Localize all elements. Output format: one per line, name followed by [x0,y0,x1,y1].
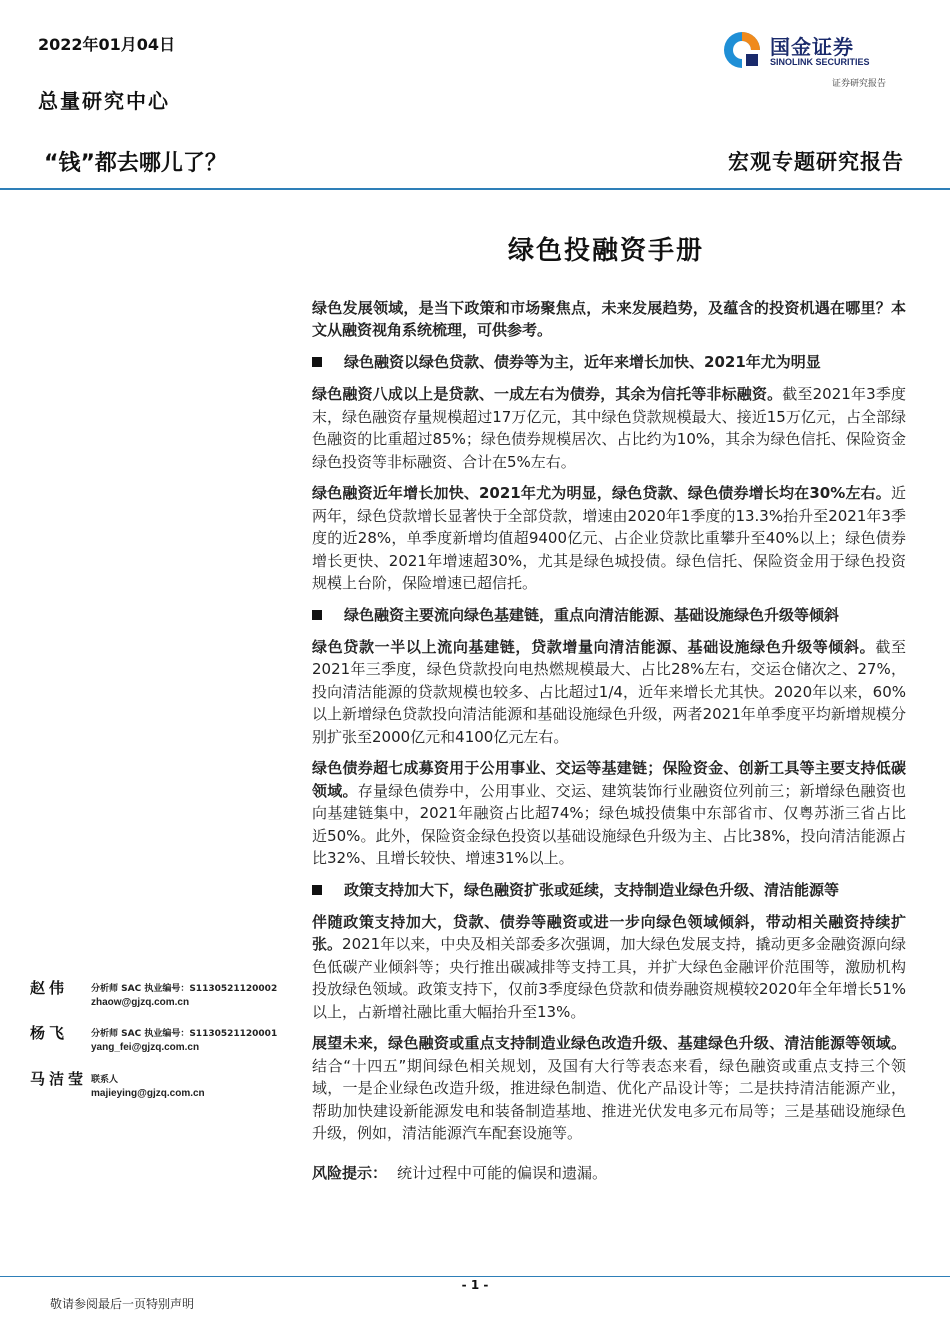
page-number: - 1 - [461,1278,489,1292]
analyst-name: 赵伟 [30,979,69,997]
analyst-role: 分析师 SAC 执业编号：S1130521120001 [91,1029,278,1039]
analyst-role: 联系人 [91,1075,119,1085]
logo-mark-icon [722,30,762,70]
body-paragraph: 绿色贷款一半以上流向基建链，贷款增量向清洁能源、基础设施绿色升级等倾斜。截至2021年三季度，绿色贷款投向电热燃规模最大、占比28%左右，交运仓储次之、27%，投向清洁能源的贷款规模也较多、占比超过1/4，近年来增长尤其快。2020年以来，60%以上新增绿色贷款投向清洁能源和基础设施绿色升级，两者2021年单季度平均新增规模分别扩张至2000亿元和4100亿元左右。 [312,637,906,746]
section-heading: 政策支持加大下，绿色融资扩张或延续，支持制造业绿色升级、清洁能源等 [312,879,906,901]
body-paragraph: 伴随政策支持加大，贷款、债券等融资或进一步向绿色领域倾斜，带动相关融资持续扩张。2021年以来，中央及相关部委多次强调，加大绿色发展支持，撬动更多金融资源向绿色低碳产业倾斜等；央行推出碳减排等支持工具，并扩大绿色金融评价范围等，激励机构投放绿色领域。政策支持下，仅前3季度绿色贷款和债券融资规模较2020年全年增长51%以上，占新增社融比重大幅抬升至13%。 [312,912,906,1021]
analyst-email[interactable]: zhaow@gjzq.com.cn [91,997,190,1008]
page-title: 绿色投融资手册 [507,236,704,266]
analyst-email[interactable]: majieying@gjzq.com.cn [91,1088,205,1099]
logo-chinese-name: 国金证券 [770,35,854,59]
footer-divider [0,1276,950,1277]
body-paragraph: 绿色融资近年增长加快、2021年尤为明显，绿色贷款、绿色债券增长均在30%左右。近两年，绿色贷款增长显著快于全部贷款，增速由2020年1季度的13.3%抬升至2021年3季度的近28%，单季度新增均值超9400亿元、占企业贷款比重攀升至40%以上；绿色债券增长更快、2021年增速超30%，尤其是绿色城投债。绿色信托、保险资金用于绿色投资规模上台阶，保险增速已超信托。 [312,484,906,592]
report-subtitle: “钱”都去哪儿了？ [44,151,227,176]
intro-paragraph: 绿色发展领域，是当下政策和市场聚焦点，未来发展趋势，及蕴含的投资机遇在哪里？本文从融资视角系统梳理，可供参考。 [312,299,906,339]
company-logo [722,30,907,72]
analyst-name: 杨飞 [30,1024,69,1042]
body-paragraph: 展望未来，绿色融资或重点支持制造业绿色改造升级、基建绿色升级、清洁能源等领域。结合“十四五”期间绿色相关规划，及国有大行等表态来看，绿色融资或重点支持三个领域，一是企业绿色改造升级，推进绿色制造、优化产品设计等；二是扶持清洁能源产业，帮助加快建设新能源发电和装备制造基地、推进光伏发电多元布局等；三是基础设施绿色升级，例如，清洁能源汽车配套设施等。 [312,1034,906,1142]
logo-english-name: SINOLINK SECURITIES [770,57,870,67]
report-category: 宏观专题研究报告 [728,150,904,174]
disclaimer-note: 敬请参阅最后一页特别声明 [50,1297,195,1311]
report-type-label: 证券研究报告 [832,79,887,89]
analyst-name: 马洁莹 [30,1070,88,1088]
body-paragraph: 绿色融资八成以上是贷款、一成左右为债券，其余为信托等非标融资。截至2021年3季度末，绿色融资存量规模超过17万亿元，其中绿色贷款规模最大、接近15万亿元，占全部绿色融资的比重超过85%；绿色债券规模居次、占比约为10%，其余为绿色信托、保险资金绿色投资等非标融资、合计在5%左右。 [312,385,906,471]
report-body [312,297,906,1154]
analyst-email[interactable]: yang_fei@gjzq.com.cn [91,1042,200,1053]
analyst-role: 分析师 SAC 执业编号：S1130521120002 [91,984,278,994]
report-date: 2022年01月04日 [38,35,176,54]
section-heading: 绿色融资以绿色贷款、债券等为主，近年来增长加快、2021年尤为明显 [312,351,906,373]
risk-warning: 风险提示： 统计过程中可能的偏误和遗漏。 [312,1164,608,1182]
square-bullet-icon [312,357,322,367]
square-bullet-icon [312,610,322,620]
body-paragraph: 绿色债券超七成募资用于公用事业、交运等基建链；保险资金、创新工具等主要支持低碳领域。存量绿色债券中，公用事业、交运、建筑装饰行业融资位列前三；新增绿色融资也向基建链集中，2021年融资占比超74%；绿色城投债集中东部省市、仅粤苏浙三省占比近50%。此外，保险资金绿色投资以基础设施绿色升级为主、占比38%，投向清洁能源占比32%、且增长较快、增速31%以上。 [312,759,906,867]
research-center: 总量研究中心 [38,89,170,113]
section-heading: 绿色融资主要流向绿色基建链，重点向清洁能源、基础设施绿色升级等倾斜 [312,604,906,626]
square-bullet-icon [312,885,322,895]
header-divider [0,188,950,190]
